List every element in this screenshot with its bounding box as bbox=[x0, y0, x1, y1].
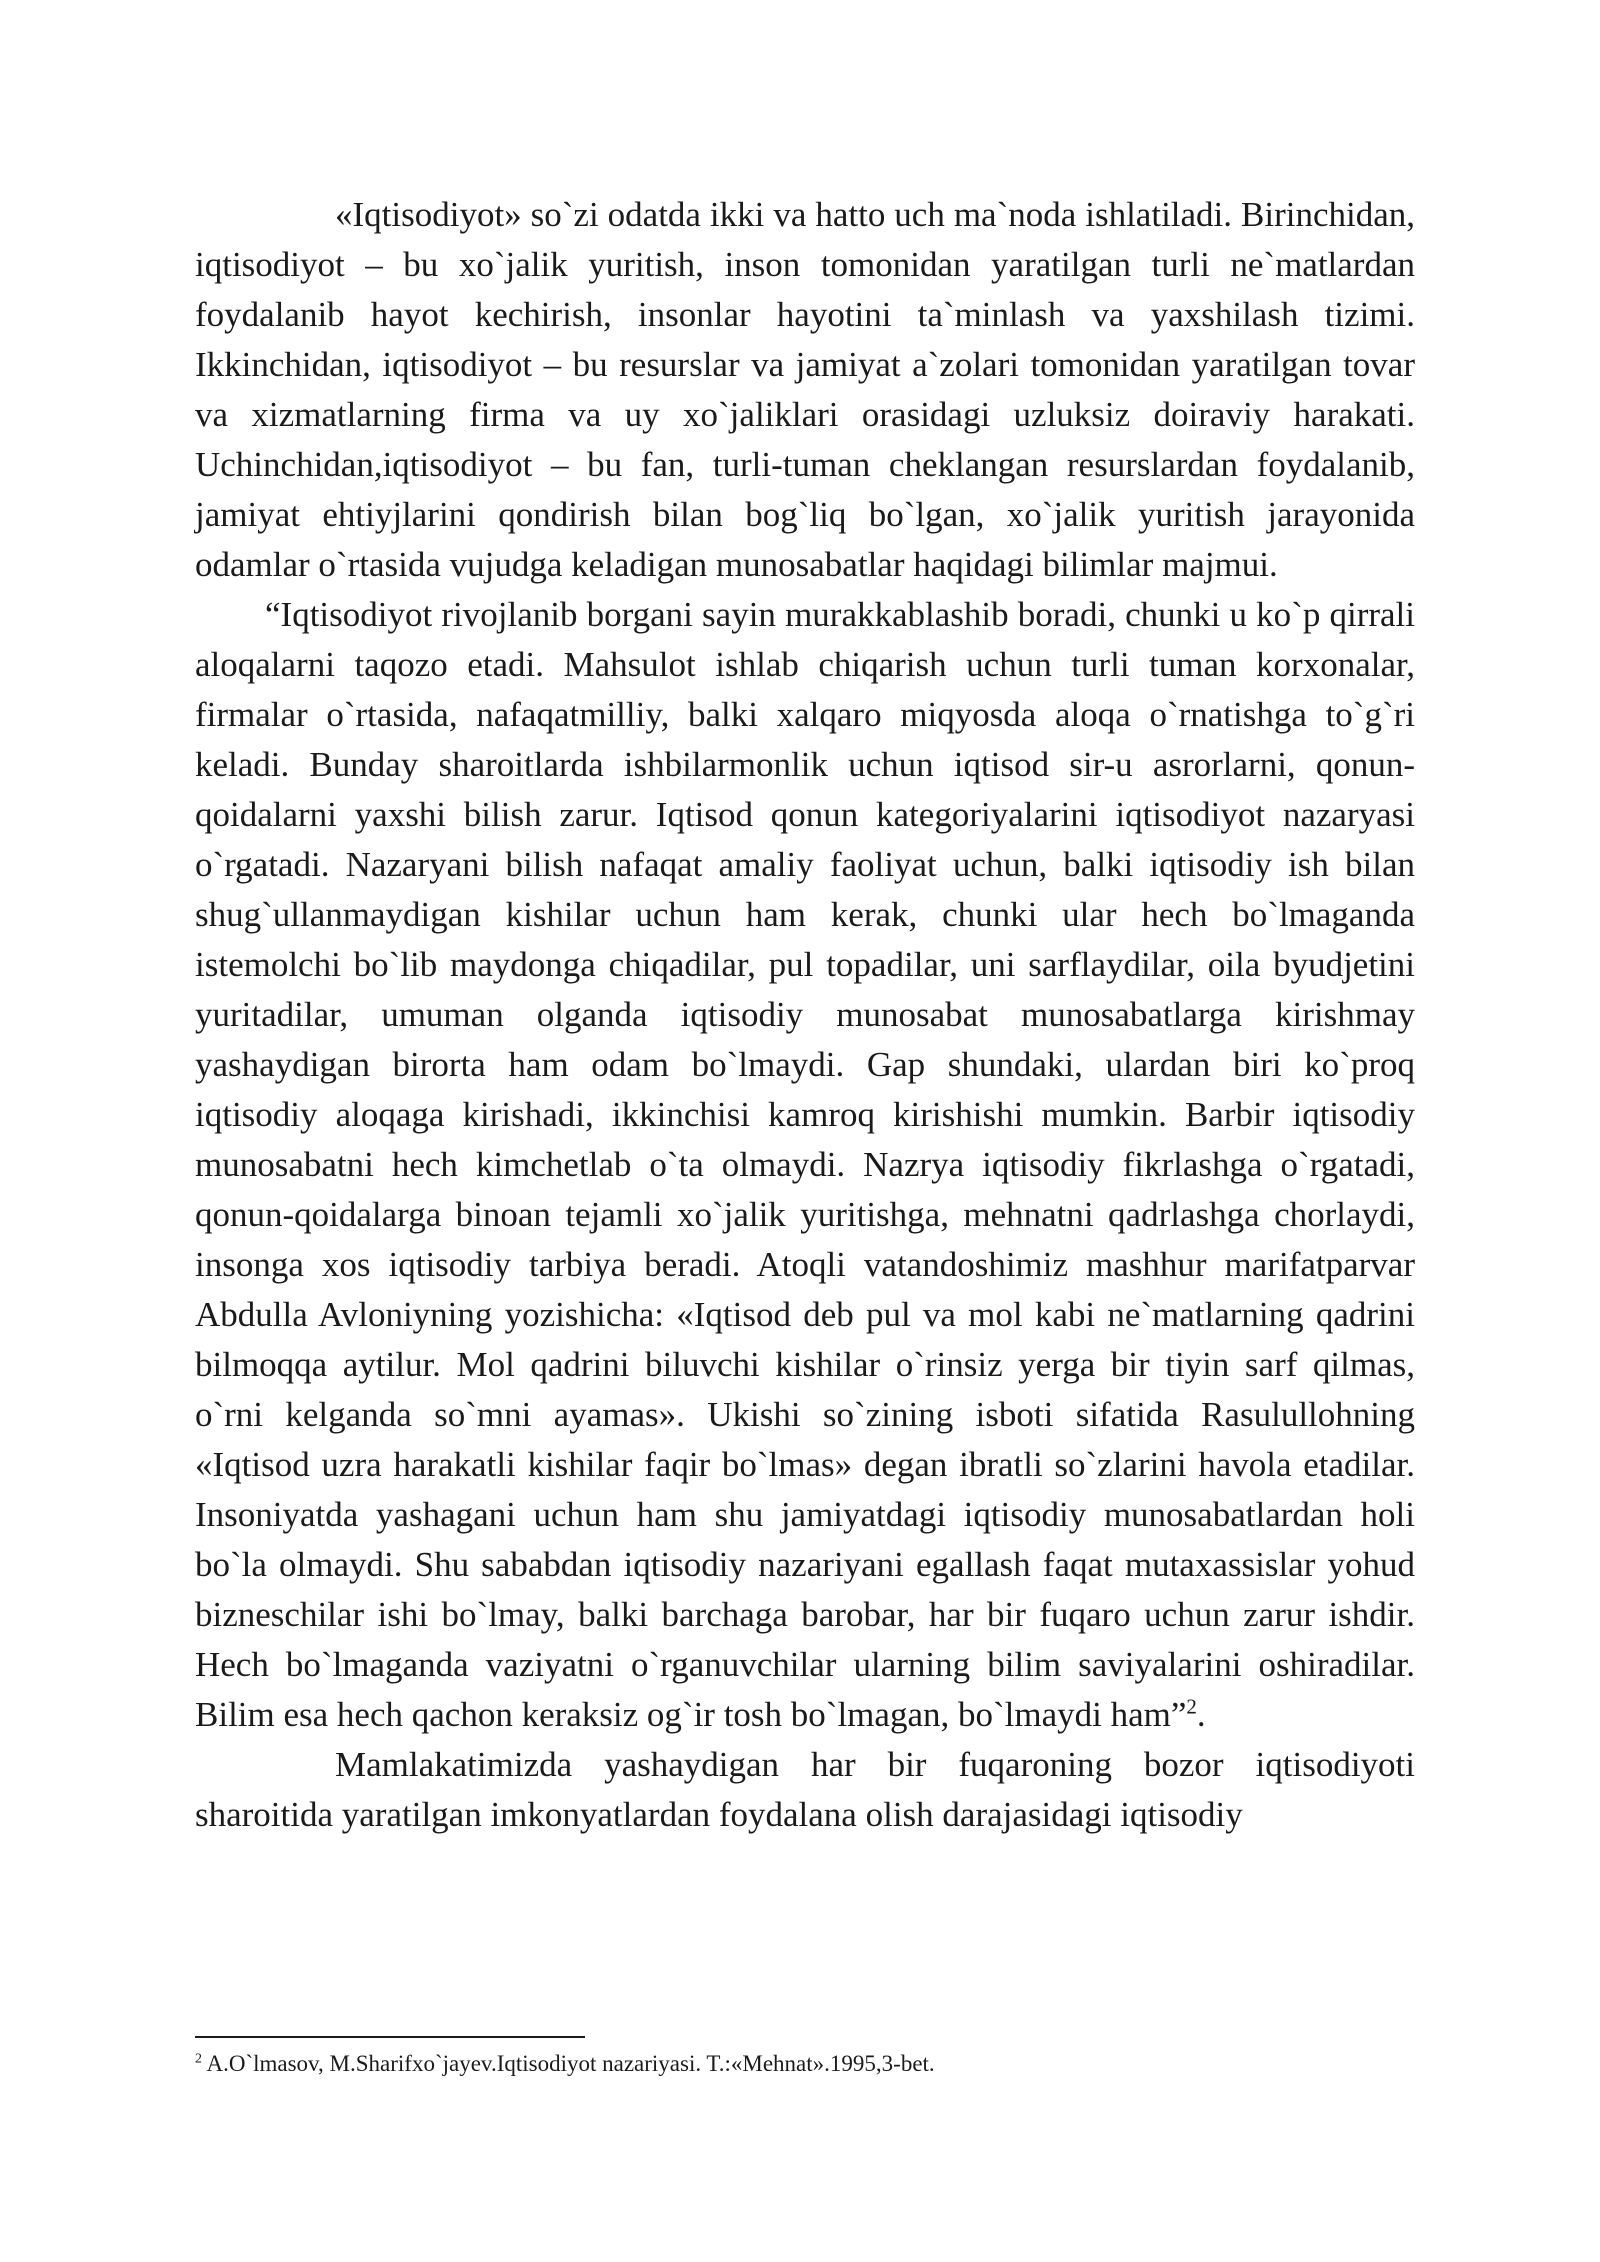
footnote bbox=[195, 2048, 1415, 2080]
paragraph-2-end: . bbox=[1196, 1695, 1206, 1734]
paragraph-3: Mamlakatimizda yashaydigan har bir fuqaroning bozor iqtisodiyoti sharoitida yaratilgan imkonyatlardan foydalana olish darajasidagi iqtisodiy bbox=[195, 1745, 1415, 1834]
main-text bbox=[195, 190, 1415, 1840]
paragraph-2 bbox=[195, 590, 1415, 1740]
footnote-text: A.O`lmasov, M.Sharifxo`jayev.Iqtisodiyot nazariyasi. T.:«Mehnat».1995,3-bet. bbox=[202, 2051, 935, 2076]
footnote-number: 2 bbox=[195, 2051, 202, 2067]
paragraph-1: «Iqtisodiyot» so`zi odatda ikki va hatto uch ma`noda ishlatiladi. Birinchidan, iqtisodiyot – bu xo`jalik yuritish, inson tomonidan yaratilgan turli ne`matlardan foydalanib hayot kechirish, insonlar hayotini ta`minlash va yaxshilash tizimi. Ikkinchidan, iqtisodiyot – bu resurslar va jamiyat a`zolari tomonidan yaratilgan tovar va xizmatlarning firma va uy xo`jaliklari orasidagi uzluksiz doiraviy harakati. Uchinchidan,iqtisodiyot – bu fan, turli-tuman cheklangan resurslardan foydalanib, jamiyat ehtiyjlarini qondirish bilan bog`liq bo`lgan, xo`jalik yuritish jarayonida odamlar o`rtasida vujudga keladigan munosabatlar haqidagi bilimlar majmui. bbox=[195, 195, 1415, 584]
footnote-separator bbox=[195, 2036, 585, 2038]
paragraph-2-text: “Iqtisodiyot rivojlanib borgani sayin murakkablashib boradi, chunki u ko`p qirrali aloqalarni taqozo etadi. Mahsulot ishlab chiqarish uchun turli tuman korxonalar, firmalar o`rtasida, nafaqatmilliy, balki xalqaro miqyosda aloqa o`rnatishga to`g`ri keladi. Bunday sharoitlarda ishbilarmonlik uchun iqtisod sir-u asrorlarni, qonun-qoidalarni yaxshi bilish zarur. Iqtisod qonun kategoriyalarini iqtisodiyot nazaryasi o`rgatadi. Nazaryani bilish nafaqat amaliy faoliyat uchun, balki iqtisodiy ish bilan shug`ullanmaydigan kishilar uchun ham kerak, chunki ular hech bo`lmaganda istemolchi bo`lib maydonga chiqadilar, pul topadilar, uni sarflaydilar, oila byudjetini yuritadilar, umuman olganda iqtisodiy munosabat munosabatlarga kirishmay yashaydigan birorta ham odam bo`lmaydi. Gap shundaki, ulardan biri ko`proq iqtisodiy aloqaga kirishadi, ikkinchisi kamroq kirishishi mumkin. Barbir iqtisodiy munosabatni hech kimchetlab o`ta olmaydi. Nazrya iqtisodiy fikrlashga o`rgatadi, qonun-qoidalarga binoan tejamli xo`jalik yuritishga, mehnatni qadrlashga chorlaydi, insonga xos iqtisodiy tarbiya beradi. Atoqli vatandoshimiz mashhur marifatparvar Abdulla Avloniyning yozishicha: «Iqtisod deb pul va mol kabi ne`matlarning qadrini bilmoqqa aytilur. Mol qadrini biluvchi kishilar o`rinsiz yerga bir tiyin sarf qilmas, o`rni kelganda so`mni ayamas». Ukishi so`zining isboti sifatida Rasulullohning «Iqtisod uzra harakatli kishilar faqir bo`lmas» degan ibratli so`zlarini havola etadilar. Insoniyatda yashagani uchun ham shu jamiyatdagi iqtisodiy munosabatlardan holi bo`la olmaydi. Shu sababdan iqtisodiy nazariyani egallash faqat mutaxassislar yohud bizneschilar ishi bo`lmay, balki barchaga barobar, har bir fuqaro uchun zarur ishdir. Hech bo`lmaganda vaziyatni o`rganuvchilar ularning bilim saviyalarini oshiradilar. Bilim esa hech qachon keraksiz og`ir tosh bo`lmagan, bo`lmaydi ham” bbox=[195, 595, 1415, 1734]
footnote-reference: 2 bbox=[1186, 1694, 1197, 1719]
